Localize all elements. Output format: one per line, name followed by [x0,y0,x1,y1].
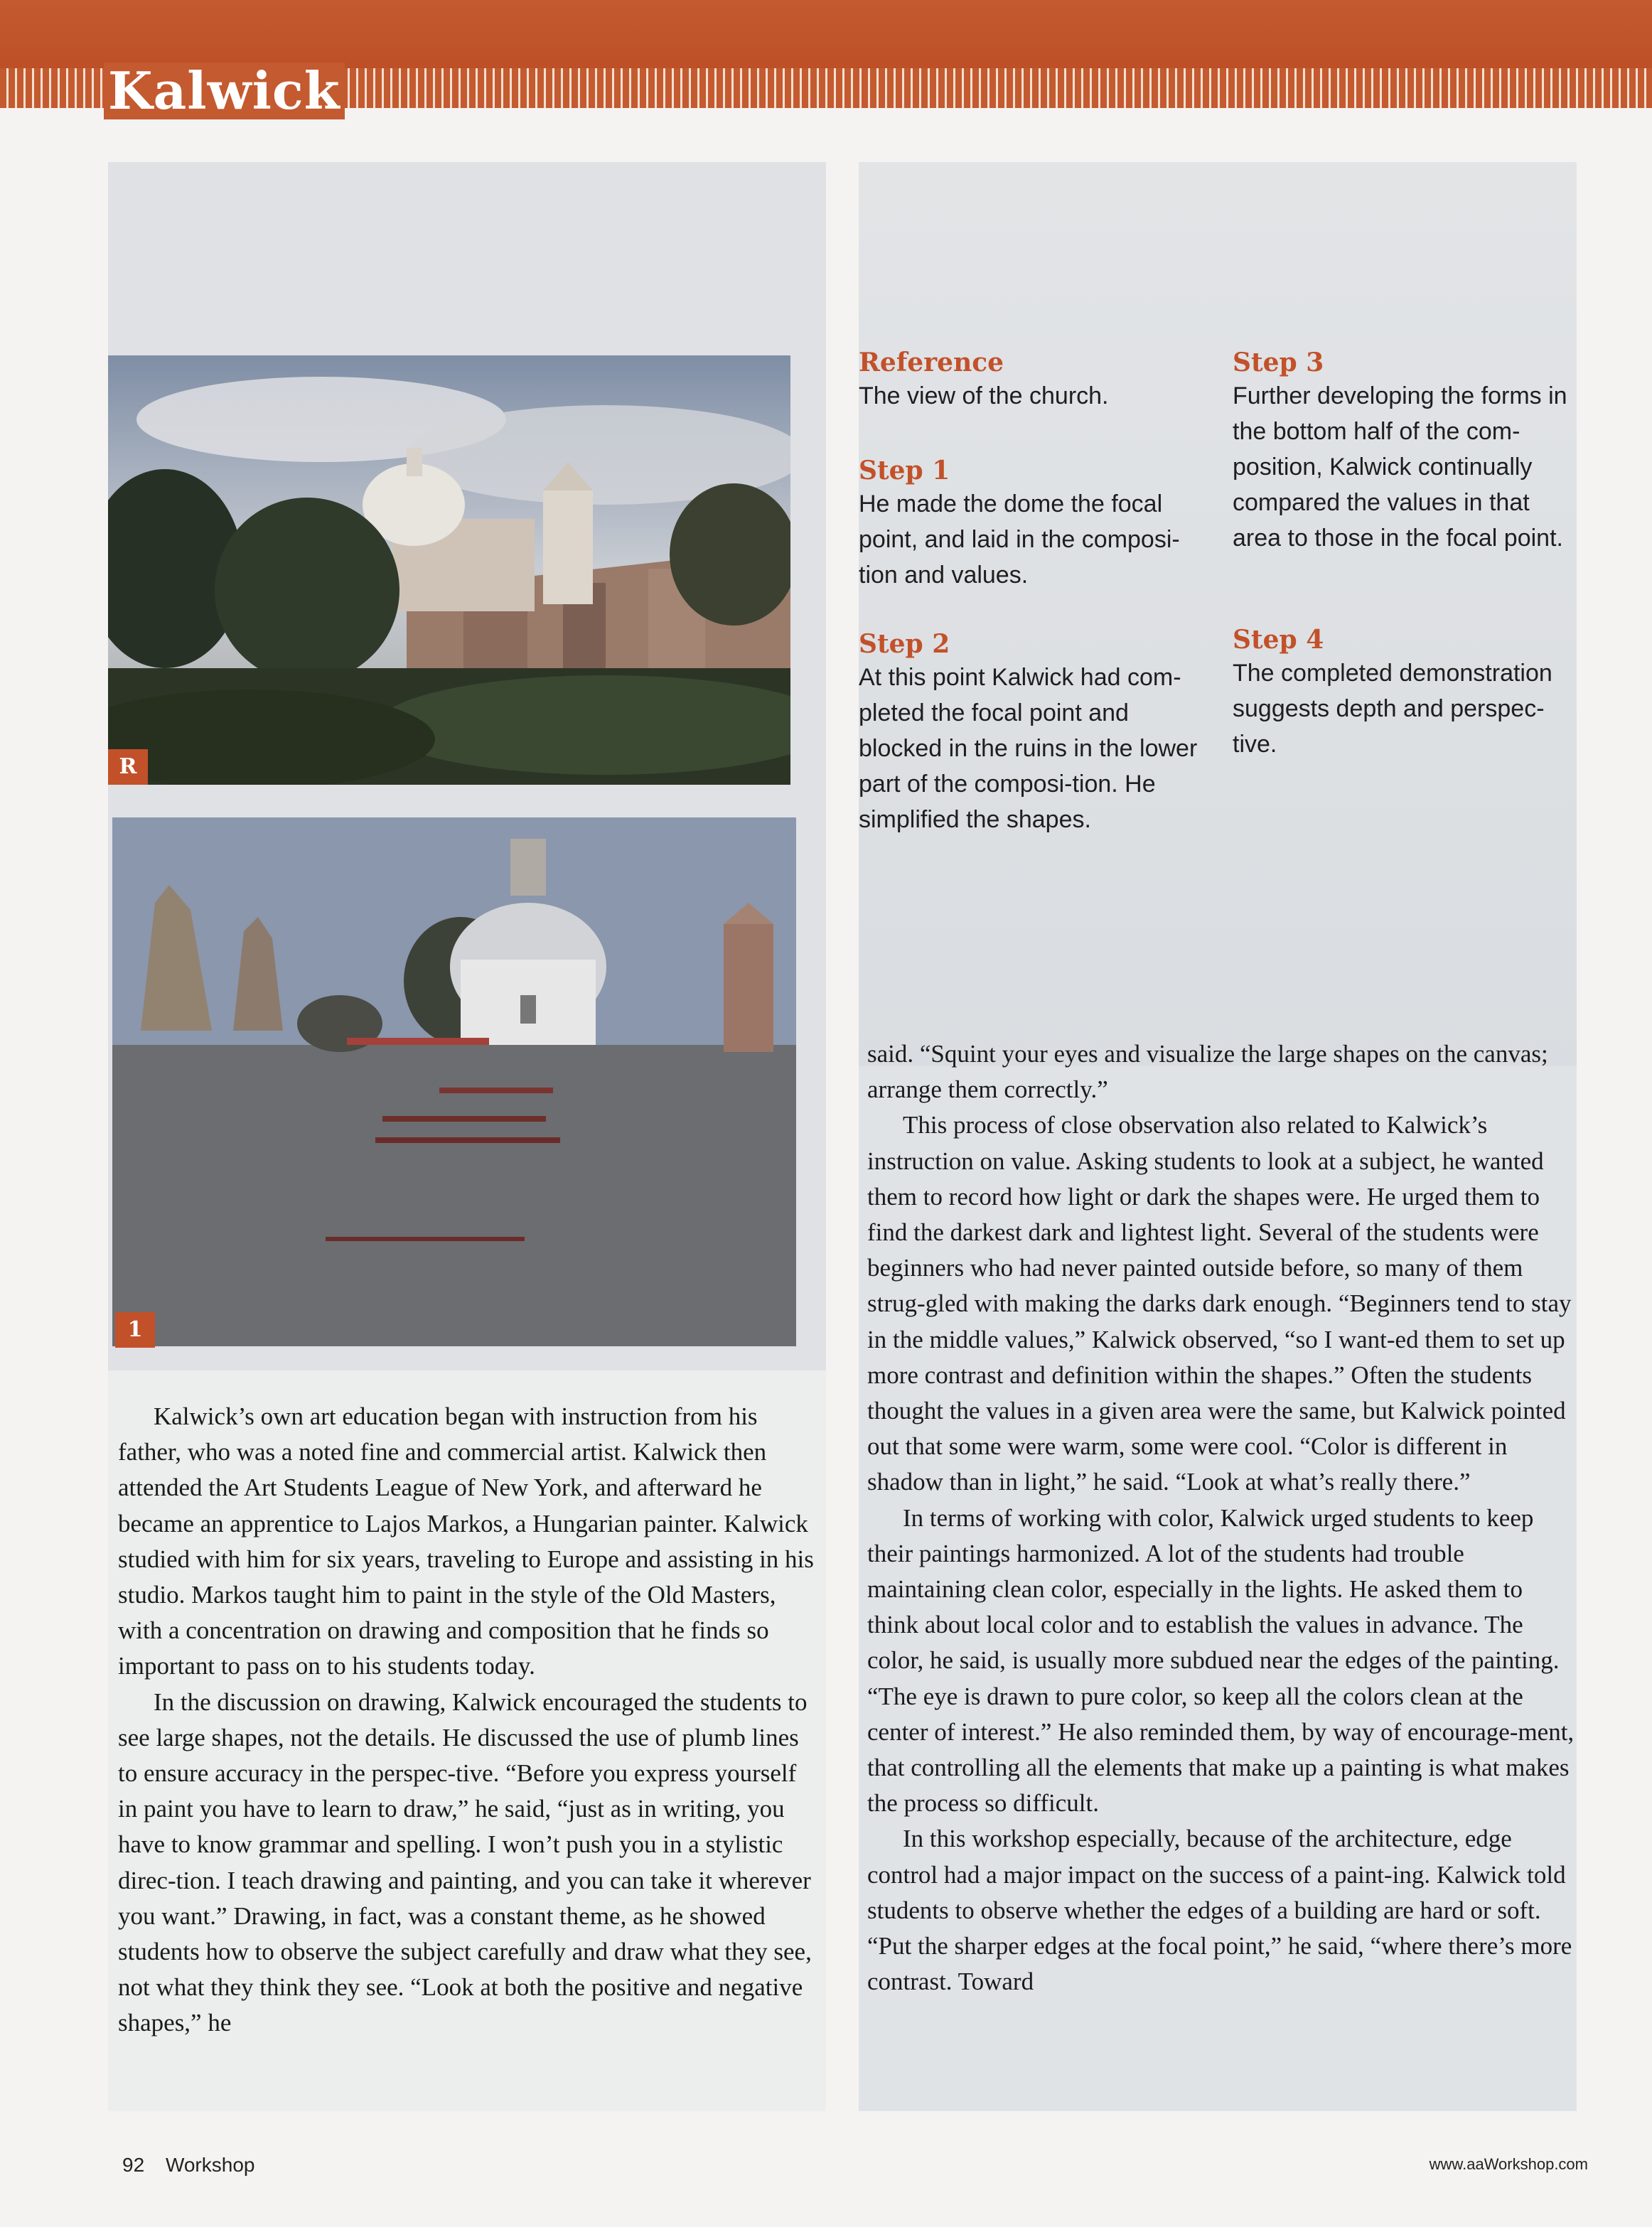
caption-heading: Step 2 [859,629,950,659]
caption-heading: Step 3 [1233,348,1324,377]
caption-heading: Step 1 [859,456,950,485]
church-photo-illustration [108,355,790,785]
article-paragraph: In the discussion on drawing, Kalwick encouraged the students to see large shapes, not the details. He discussed the use of plumb lines to ensure accuracy in the perspec-tive. “Before you express yourself in paint you have to learn to draw,” he said, “just as in writing, you have to know grammar and spelling. I won’t push you in a stylistic direc-tion. I teach drawing and painting, and you can take it wherever you want.” Drawing, in fact, was a constant theme, as he showed students how to observe the subject carefully and draw what they see, not what they think they see. “Look at both the positive and negative shapes,” he [118,1687,812,2037]
caption-step3 [1233,347,1574,556]
caption-heading: Step 4 [1233,625,1324,655]
reference-badge: R [108,749,148,785]
caption-text: He made the dome the focal point, and laid in the composi-tion and values. [859,490,1180,589]
dome-painting-illustration [112,817,796,1346]
article-paragraph: Kalwick’s own art education began with instruction from his father, who was a noted fine and commercial artist. Kalwick then attended the Art Students League of New York, and afterward he became an apprentice to Lajos Markos, a Hungarian painter. Kalwick studied with him for six years, traveling to Europe and assisting in his studio. Markos taught him to paint in the style of the Old Masters, with a concentration on drawing and composition that he finds so important to pass on to his students today. [118,1402,814,1680]
caption-reference [859,347,1200,414]
step1-painting [112,817,796,1346]
caption-step4 [1233,624,1574,762]
article-paragraph: In this workshop especially, because of the architecture, edge control had a major impact on the success of a paint-ing. Kalwick told students to observe whether the edges of a building are hard or soft. “Put the sharper edges at the focal point,” he said, “where there’s more contrast. Toward [867,1825,1572,1996]
step1-badge: 1 [115,1312,155,1348]
caption-text: The completed demonstration suggests depth and perspec-tive. [1233,660,1552,758]
page-number: 92 [122,2154,145,2176]
section-name: Workshop [165,2154,255,2176]
article-paragraph: This process of close observation also related to Kalwick’s instruction on value. Asking students to look at a subject, he wanted them to record how light or dark the shapes were. He urged them to find the darkest dark and lightest light. Several of the students were beginners who had never painted outside before, so many of them strug-gled with making the darks dark enough. “Beginners tend to stay in the middle values,” Kalwick observed, “so I want-ed them to set up more contrast and definition within the shapes.” Often the students thought the values in a given area were the same, but Kalwick pointed out that some were warm, some were cool. “Color is different in shadow than in light,” he said. “Look at what’s really there.” [867,1111,1572,1496]
caption-text: Further developing the forms in the bottom half of the com-position, Kalwick continually compared the values in that area to those in the focal point. [1233,382,1567,552]
page-footer-left [122,2154,254,2177]
caption-step1 [859,455,1200,593]
caption-heading: Reference [859,348,1004,377]
page-header-title: Kalwick [104,63,345,119]
caption-text: The view of the church. [859,382,1109,409]
caption-text: At this point Kalwick had com-pleted the focal point and blocked in the ruins in the lower part of the composi-tion. He simplified the shapes. [859,664,1198,833]
reference-photo [108,355,790,785]
caption-step2 [859,628,1200,837]
footer-url: www.aaWorkshop.com [1429,2155,1588,2173]
article-column-left [118,1399,822,2041]
article-paragraph: said. “Squint your eyes and visualize the large shapes on the canvas; arrange them correctly.” [867,1040,1548,1104]
article-paragraph: In terms of working with color, Kalwick urged students to keep their paintings harmonized. A lot of the students had trouble maintaining clean color, especially in the lights. He asked them to think about local color and to establish the values in advance. The color, he said, is usually more subdued near the edges of the painting. “The eye is drawn to pure color, so keep all the colors clean at the center of interest.” He also reminded them, by way of encourage-ment, that controlling all the elements that make up a painting is what makes the process so difficult. [867,1503,1575,1818]
article-column-right [867,1036,1578,2000]
